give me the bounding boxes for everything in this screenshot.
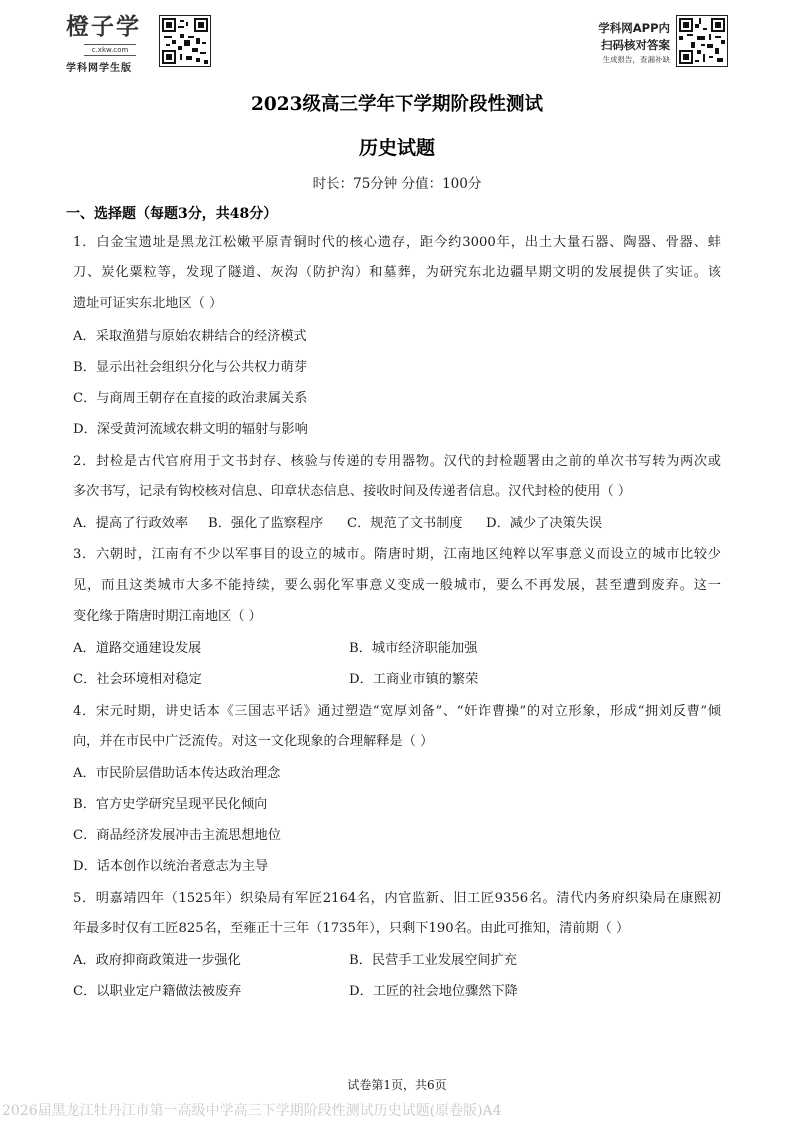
app-promo-line1: 学科网APP内 [598, 21, 670, 35]
question-2-option-d: D．减少了决策失误 [486, 516, 603, 531]
question-5-option-c: C．以职业定户籍做法被废弃 [73, 984, 242, 999]
question-5-line-2: 年最多时仅有工匠825名，至雍正十三年（1735年），只剩下190名。由此可推知，清前期（ ） [73, 921, 630, 936]
question-3-option-a: A．道路交通建设发展 [73, 641, 202, 656]
question-5-option-b: B．民营手工业发展空间扩充 [349, 953, 517, 968]
logo-main-text: 橙子学 [66, 14, 141, 40]
question-1-line-2: 刀、炭化粟粒等，发现了隧道、灰沟（防护沟）和墓葬，为研究东北边疆早期文明的发展提供了实证。该 [73, 265, 721, 280]
question-5-option-d: D．工匠的社会地位骤然下降 [349, 984, 518, 999]
app-promo-line3: 生成报告，查漏补缺 [602, 55, 670, 64]
question-2-option-c: C．规范了文书制度 [347, 516, 463, 531]
page-number: 试卷第1页，共6页 [347, 1078, 447, 1092]
question-1-option-b: B．显示出社会组织分化与公共权力萌芽 [73, 360, 307, 375]
app-promo [598, 20, 670, 65]
question-3-option-b: B．城市经济职能加强 [349, 641, 478, 656]
question-3-option-c: C．社会环境相对稳定 [73, 672, 202, 687]
question-4-option-c: C．商品经济发展冲击主流思想地位 [73, 828, 281, 843]
question-4-option-a: A．市民阶层借助话本传达政治理念 [73, 766, 281, 781]
watermark: 2026届黑龙江牡丹江市第一高级中学高三下学期阶段性测试历史试题(原卷版)A4 [2, 1103, 502, 1119]
question-5-option-a: A．政府抑商政策进一步强化 [73, 953, 241, 968]
question-2-option-b: B．强化了监察程序 [208, 516, 324, 531]
exam-subject: 历史试题 [358, 137, 435, 159]
question-2-line-1: 2．封检是古代官府用于文书封存、核验与传递的专用器物。汉代的封检题署由之前的单次书写转为两次或 [73, 454, 721, 469]
logo-url: c.xkw.com [84, 44, 136, 56]
exam-meta: 时长：75分钟 分值：100分 [312, 176, 482, 192]
question-4-option-b: B．官方史学研究呈现平民化倾向 [73, 797, 268, 812]
question-1-line-1: 1．白金宝遗址是黑龙江松嫩平原青铜时代的核心遗存，距今约3000年，出土大量石器、陶器、骨器、蚌 [73, 235, 721, 250]
question-2-option-a: A．提高了行政效率 [73, 516, 189, 531]
question-3-line-1: 3．六朝时，江南有不少以军事目的设立的城市。隋唐时期，江南地区纯粹以军事意义而设立的城市比较少 [73, 547, 721, 562]
exam-title: 2023级高三学年下学期阶段性测试 [251, 94, 543, 115]
brand-logo [66, 13, 156, 74]
qr-code-icon [159, 15, 211, 67]
question-1-line-3: 遗址可证实东北地区（ ） [73, 296, 223, 311]
question-2-line-2: 多次书写，记录有钩校核对信息、印章状态信息、接收时间及传递者信息。汉代封检的使用（ ） [73, 484, 632, 499]
question-3-line-2: 见，而且这类城市大多不能持续，要么弱化军事意义变成一般城市，要么不再发展，甚至遭到废弃。这一 [73, 578, 721, 593]
logo-subtitle: 学科网学生版 [66, 63, 132, 74]
section-heading: 一、选择题（每题3分，共48分） [66, 206, 278, 222]
question-1-option-d: D．深受黄河流域农耕文明的辐射与影响 [73, 422, 308, 437]
question-3-option-d: D．工商业市镇的繁荣 [349, 672, 479, 687]
question-1-option-a: A．采取渔猎与原始农耕结合的经济模式 [73, 329, 307, 344]
question-3-line-3: 变化缘于隋唐时期江南地区（ ） [73, 609, 262, 624]
question-5-line-1: 5．明嘉靖四年（1525年）织染局有军匠2164名，内官监新、旧工匠9356名。清代内务府织染局在康熙初 [73, 891, 721, 906]
answer-qr-code-icon [676, 15, 728, 67]
question-4-option-d: D．话本创作以统治者意志为主导 [73, 859, 269, 874]
app-promo-line2: 扫码核对答案 [601, 38, 670, 52]
question-1-option-c: C．与商周王朝存在直接的政治隶属关系 [73, 391, 308, 406]
question-4-line-2: 向，并在市民中广泛流传。对这一文化现象的合理解释是（ ） [73, 734, 434, 749]
question-4-line-1: 4．宋元时期，讲史话本《三国志平话》通过塑造“宽厚刘备”、“奸诈曹操”的对立形象，形成“拥刘反曹”倾 [73, 704, 721, 719]
